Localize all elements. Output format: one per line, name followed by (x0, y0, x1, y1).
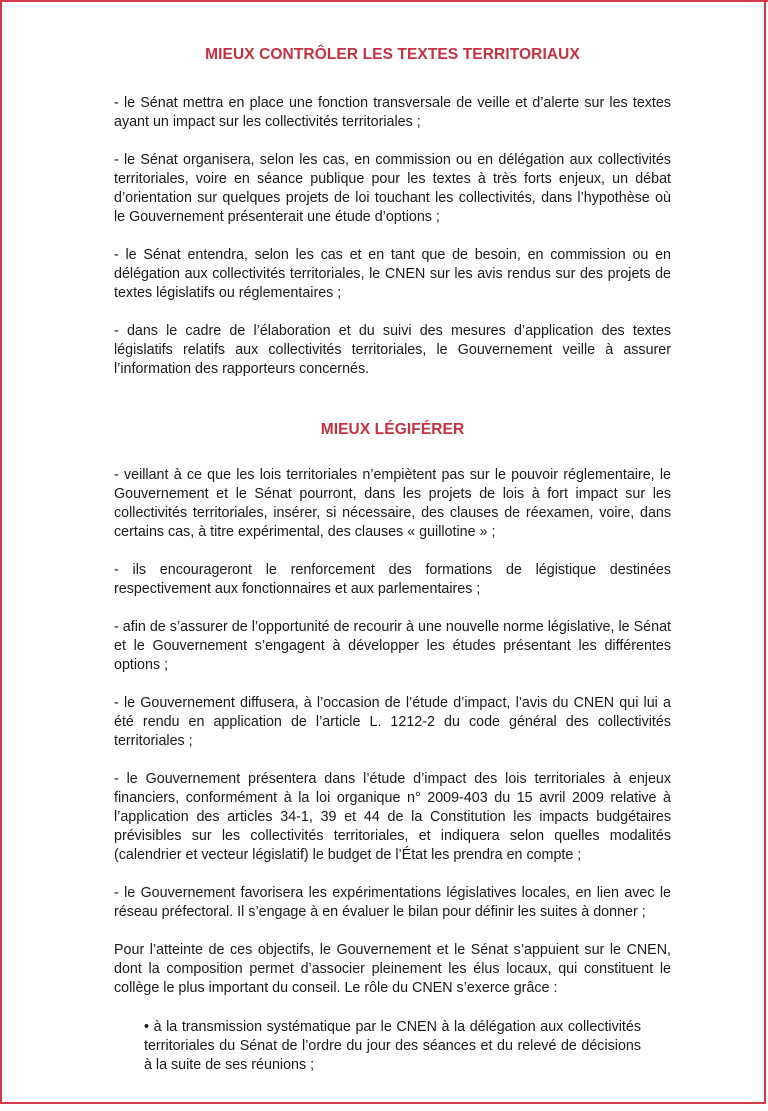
paragraph: - afin de s’assurer de l’opportunité de recourir à une nouvelle norme législative, le Sénat et le Gouvernement s’engagent à développer les études présentant les différentes options ; (114, 619, 671, 673)
paragraph: - le Gouvernement diffusera, à l’occasion de l’étude d’impact, l’avis du CNEN qui lui a été rendu en application de l’article L. 1212-2 du code général des collectivités territoriales ; (114, 695, 671, 749)
document-body (114, 44, 671, 1094)
paragraph: - le Sénat mettra en place une fonction transversale de veille et d’alerte sur les textes ayant un impact sur les collectivités territoriales ; (114, 95, 671, 130)
paragraph: - dans le cadre de l’élaboration et du suivi des mesures d’application des textes législatifs relatifs aux collectivités territoriales, le Gouvernement veille à assurer l’information des rapporteurs concernés. (114, 323, 671, 377)
paragraph: - le Sénat entendra, selon les cas et en tant que de besoin, en commission ou en délégation aux collectivités territoriales, le CNEN sur les avis rendus sur des projets de textes législatifs ou réglementaires ; (114, 247, 671, 301)
paragraph: - le Gouvernement présentera dans l’étude d’impact des lois territoriales à enjeux financiers, conformément à la loi organique n° 2009-403 du 15 avril 2009 relative à l’application des articles 34-1, 39 et 44 de la Constitution les impacts budgétaires prévisibles sur les collectivités territoriales, et indiquera selon quelles modalités (calendrier et vecteur législatif) le budget de l’État les prendra en compte ; (114, 771, 671, 863)
paragraph: - veillant à ce que les lois territoriales n’empiètent pas sur le pouvoir réglementaire, le Gouvernement et le Sénat pourront, dans les projets de lois à fort impact sur les collectivités territoriales, insérer, si nécessaire, des clauses de réexamen, voire, dans certains cas, à titre expérimental, des clauses « guillotine » ; (114, 467, 671, 540)
paragraph: - le Gouvernement favorisera les expérimentations législatives locales, en lien avec le réseau préfectoral. Il s’engage à en évaluer le bilan pour définir les suites à donner ; (114, 885, 671, 920)
paragraph: - le Sénat organisera, selon les cas, en commission ou en délégation aux collectivités territoriales, voire en séance publique pour les textes à très forts enjeux, un débat d’orientation sur quelques projets de loi touchant les collectivités, dans l’hypothèse où le Gouvernement présenterait une étude d’options ; (114, 152, 671, 225)
section-title-controle: MIEUX CONTRÔLER LES TEXTES TERRITORIAUX (205, 46, 580, 63)
paragraph: - ils encourageront le renforcement des formations de légistique destinées respectivement aux fonctionnaires et aux parlementaires ; (114, 562, 671, 597)
section-title-legiferer: MIEUX LÉGIFÉRER (320, 421, 465, 438)
paragraph: Pour l’atteinte de ces objectifs, le Gouvernement et le Sénat s’appuient sur le CNEN, dont la composition permet d’associer pleinement les élus locaux, qui constituent le collège le plus important du conseil. Le rôle du CNEN s’exerce grâce : (114, 942, 671, 996)
bullet-item: • à la transmission systématique par le CNEN à la délégation aux collectivités territoriales du Sénat de l’ordre du jour des séances et du relevé de décisions à la suite de ses réunions ; (144, 1019, 641, 1073)
